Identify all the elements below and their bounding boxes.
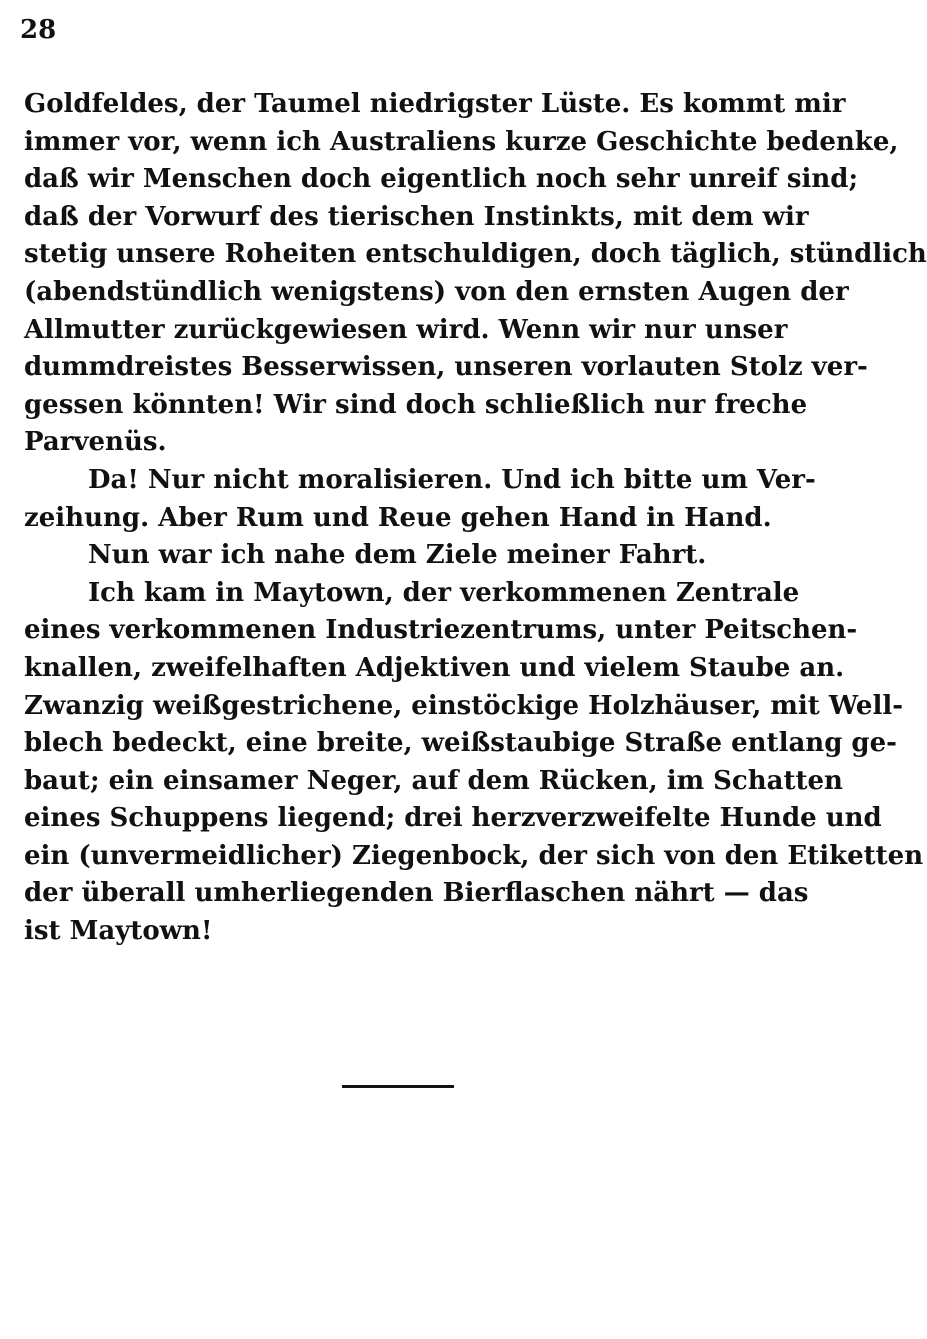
text-line: Da! Nur nicht moralisieren. Und ich bitte um Ver- (88, 464, 816, 495)
text-line: eines verkommenen Industriezentrums, unter Peitschen- (24, 615, 858, 646)
section-end-rule (342, 1085, 454, 1088)
page-number: 28 (20, 15, 57, 45)
text-line: Goldfeldes, der Taumel niedrigster Lüste. Es kommt mir (24, 89, 846, 119)
text-line: (abendstündlich wenigstens) von den ernsten Augen der (24, 276, 849, 307)
text-line: Allmutter zurückgewiesen wird. Wenn wir nur unser (24, 314, 788, 345)
text-line: Ich kam in Maytown, der verkommenen Zentrale (88, 577, 800, 608)
text-line: der überall umherliegenden Bierflaschen nährt — das (24, 878, 809, 909)
text-line: gessen könnten! Wir sind doch schließlich nur freche (24, 389, 808, 420)
text-line: stetig unsere Roheiten entschuldigen, doch täglich, stündlich (24, 239, 927, 270)
text-line: dummdreistes Besserwissen, unseren vorlauten Stolz ver- (24, 352, 868, 383)
text-line: baut; ein einsamer Neger, auf dem Rücken, im Schatten (24, 765, 843, 796)
text-line: Nun war ich nahe dem Ziele meiner Fahrt. (88, 540, 707, 571)
text-line: ein (unvermeidlicher) Ziegenbock, der sich von den Etiketten (24, 840, 924, 871)
text-line: knallen, zweifelhaften Adjektiven und vielem Staube an. (24, 652, 845, 683)
text-line: Zwanzig weißgestrichene, einstöckige Holzhäuser, mit Well- (24, 690, 904, 721)
text-line: blech bedeckt, eine breite, weißstaubige Straße entlang ge- (24, 728, 897, 759)
body-text (24, 86, 927, 951)
text-line: zeihung. Aber Rum und Reue gehen Hand in Hand. (24, 502, 772, 533)
text-line: ist Maytown! (24, 916, 213, 947)
text-line: eines Schuppens liegend; drei herzverzweifelte Hunde und (24, 803, 882, 834)
text-line: daß der Vorwurf des tierischen Instinkts, mit dem wir (24, 201, 809, 232)
text-line: Parvenüs. (24, 427, 167, 458)
text-line: immer vor, wenn ich Australiens kurze Geschichte bedenke, (24, 126, 899, 157)
text-line: daß wir Menschen doch eigentlich noch sehr unreif sind; (24, 164, 859, 195)
